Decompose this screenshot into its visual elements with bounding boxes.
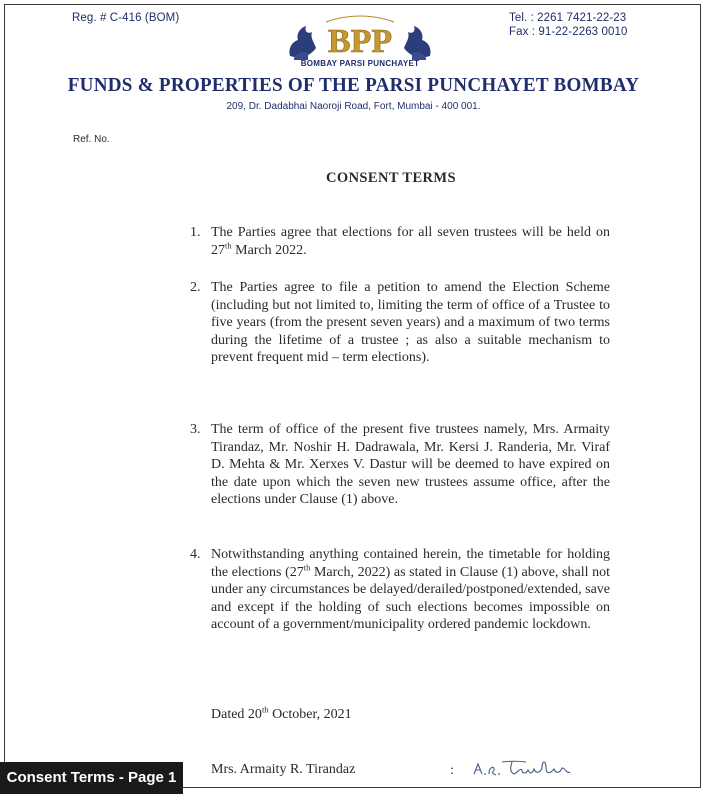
clause-number: 3.	[190, 422, 201, 437]
clause-number: 4.	[190, 547, 201, 562]
telephone: Tel. : 2261 7421-22-23	[509, 12, 627, 24]
clause-4	[190, 546, 610, 634]
signature-colon: :	[450, 763, 454, 778]
signer-name: Mrs. Armaity R. Tirandaz	[211, 762, 356, 777]
clause-number: 1.	[190, 225, 201, 240]
signature-icon	[470, 754, 580, 782]
clause-number: 2.	[190, 280, 201, 295]
clause-2	[190, 279, 610, 367]
logo-letters: BPP	[327, 23, 393, 60]
clause-1	[190, 224, 610, 259]
fax: Fax : 91-22-2263 0010	[509, 26, 628, 38]
clause-text: The Parties agree to file a petition to amend the Election Scheme (including but not limited to, limiting the term of office of a Trustee to five years (from the present seven years) and a maximum of two terms during the lifetime of a trustee ; as also a suitable mechanism to prevent frequent mid – term elections).	[211, 280, 610, 365]
organization-name: FUNDS & PROPERTIES OF THE PARSI PUNCHAYET BOMBAY	[67, 74, 640, 96]
page-caption: Consent Terms - Page 1	[0, 762, 183, 794]
registration-number: Reg. # C-416 (BOM)	[72, 12, 180, 24]
page-border	[4, 4, 701, 788]
handwritten-signature	[470, 754, 580, 787]
ref-label: Ref. No.	[73, 134, 110, 145]
date-line: Dated 20th October, 2021	[211, 704, 352, 722]
logo-caption: BOMBAY PARSI PUNCHAYET	[300, 59, 420, 68]
clause-text: The term of office of the present five trustees namely, Mrs. Armaity Tirandaz, Mr. Noshir H. Dadrawala, Mr. Kersi J. Randeria, Mr. Viraf D. Mehta & Mr. Xerxes V. Dastur will be deemed to have expired on the date upon which the seven new trustees assume office, after the elections under Clause (1) above.	[211, 422, 610, 507]
bpp-logo	[282, 12, 438, 70]
clause-3	[190, 421, 610, 509]
organization-address: 209, Dr. Dadabhai Naoroji Road, Fort, Mumbai - 400 001.	[226, 101, 481, 112]
document-title: CONSENT TERMS	[326, 170, 456, 186]
clause-text: The Parties agree that elections for all seven trustees will be held on 27th March 2022.	[211, 225, 610, 258]
clause-text: Notwithstanding anything contained herein, the timetable for holding the elections (27th March, 2022) as stated in Clause (1) above, shall not under any circumstances be delayed/derailed/postponed/extended, save and except if the holding of such elections becomes impossible on account of a government/municipality ordered pandemic lockdown.	[211, 547, 610, 632]
